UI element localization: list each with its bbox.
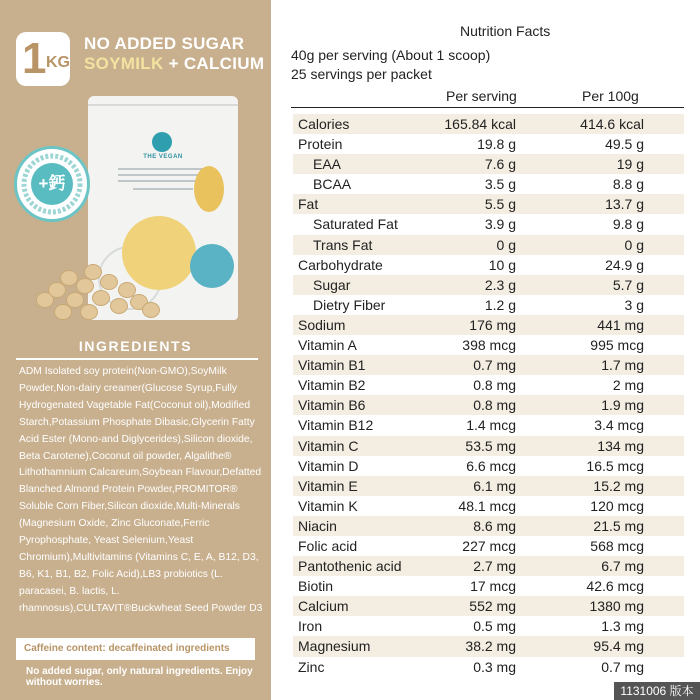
nutrition-row	[293, 616, 684, 636]
nutrition-row	[293, 134, 684, 154]
nutrient-name: Vitamin C	[298, 437, 359, 454]
per-serving-value: 17 mcg	[470, 578, 516, 595]
per-serving-value: 176 mg	[469, 316, 516, 333]
per-100g-value: 95.4 mg	[593, 638, 644, 655]
nutrient-name: Calcium	[298, 598, 349, 615]
per-serving-value: 7.6 g	[484, 156, 516, 173]
per-100g-value: 568 mcg	[590, 537, 644, 554]
nutrient-name: Trans Fat	[313, 236, 373, 253]
per-serving-value: 0 g	[496, 236, 516, 253]
caffeine-box	[16, 638, 255, 660]
per-serving-value: 2.3 g	[484, 276, 516, 293]
nutrition-row	[293, 556, 684, 576]
pouch-fine-print	[133, 188, 193, 190]
per-serving-value: 3.5 g	[484, 176, 516, 193]
nutrient-name: Niacin	[298, 517, 337, 534]
nutrient-name: Magnesium	[298, 638, 371, 655]
nutrition-row	[293, 415, 684, 435]
nutrient-name: Vitamin E	[298, 477, 358, 494]
servings-per-packet: 25 servings per packet	[291, 66, 432, 82]
product-panel	[0, 0, 271, 700]
ingredients-title: INGREDIENTS	[78, 338, 193, 354]
nutrition-row	[293, 295, 684, 315]
nutrient-name: Vitamin B1	[298, 357, 366, 374]
per-100g-value: 49.5 g	[605, 136, 644, 153]
nutrient-name: Protein	[298, 136, 343, 153]
per-100g-value: 24.9 g	[605, 256, 644, 273]
headline-line1: NO ADDED SUGAR	[84, 34, 245, 53]
nutrition-title: Nutrition Facts	[460, 23, 551, 39]
nutrition-row	[293, 114, 684, 134]
weight-unit: KG	[46, 54, 70, 71]
pouch-fine-print	[118, 168, 208, 170]
per-100g-value: 1.3 mg	[601, 618, 644, 635]
per-100g-value: 16.5 mcg	[586, 457, 644, 474]
nutrient-name: Iron	[298, 618, 323, 635]
per-100g-value: 414.6 kcal	[580, 116, 644, 132]
per-100g-value: 3 g	[624, 296, 644, 313]
version-label: 1131006 版本	[614, 682, 700, 700]
nutrient-name: Biotin	[298, 578, 334, 595]
nutrition-row	[293, 375, 684, 395]
per-100g-value: 2 mg	[612, 377, 644, 394]
per-serving-value: 6.6 mcg	[466, 457, 516, 474]
pouch-decor-circle	[194, 166, 224, 212]
nutrition-row	[293, 174, 684, 194]
per-100g-value: 5.7 g	[612, 276, 644, 293]
header-divider	[291, 107, 684, 108]
column-header-per-100g: Per 100g	[582, 88, 639, 104]
per-100g-value: 9.8 g	[612, 216, 644, 233]
per-100g-value: 42.6 mcg	[586, 578, 644, 595]
per-serving-value: 1.4 mcg	[466, 417, 516, 434]
per-serving-value: 398 mcg	[462, 337, 516, 354]
per-100g-value: 1.9 mg	[601, 397, 644, 414]
nutrition-row	[293, 275, 684, 295]
nutrition-table	[293, 114, 684, 677]
nutrition-row	[293, 214, 684, 234]
per-serving-value: 8.6 mg	[473, 517, 516, 534]
nutrition-row	[293, 456, 684, 476]
nutrient-name: Fat	[298, 196, 319, 213]
nutrient-name: Saturated Fat	[313, 216, 398, 233]
nutrient-name: Zinc	[298, 658, 325, 675]
nutrient-name: Folic acid	[298, 537, 358, 554]
weight-badge	[16, 32, 70, 86]
nutrient-name: Vitamin B2	[298, 377, 366, 394]
per-serving-value: 5.5 g	[484, 196, 516, 213]
per-100g-value: 134 mg	[597, 437, 644, 454]
headline-soymilk: SOYMILK	[84, 54, 164, 73]
per-100g-value: 0 g	[624, 236, 644, 253]
per-100g-value: 19 g	[616, 156, 644, 173]
nutrition-row	[293, 335, 684, 355]
per-serving-value: 10 g	[488, 256, 516, 273]
nutrient-name: EAA	[313, 156, 342, 173]
nutrition-row	[293, 636, 684, 656]
per-serving-value: 3.9 g	[484, 216, 516, 233]
headline-calcium: + CALCIUM	[163, 54, 265, 73]
per-serving-value: 19.8 g	[477, 136, 516, 153]
per-serving-value: 552 mg	[469, 598, 516, 615]
nutrient-name: Vitamin B6	[298, 397, 366, 414]
per-100g-value: 8.8 g	[612, 176, 644, 193]
nutrient-name: Sugar	[313, 276, 351, 293]
weight-number: 1	[22, 34, 47, 83]
per-100g-value: 995 mcg	[590, 337, 644, 354]
no-sugar-note: No added sugar, only natural ingredients. Enjoy without worries.	[26, 666, 253, 688]
nutrition-row	[293, 255, 684, 275]
nutrition-row	[293, 657, 684, 677]
nutrition-row	[293, 315, 684, 335]
per-100g-value: 1.7 mg	[601, 357, 644, 374]
nutrition-row	[293, 194, 684, 214]
per-serving-value: 2.7 mg	[473, 558, 516, 575]
seal-label: +鈣	[31, 163, 73, 205]
nutrient-name: BCAA	[313, 176, 352, 193]
nutrition-row	[293, 496, 684, 516]
serving-size: 40g per serving (About 1 scoop)	[291, 47, 491, 63]
per-serving-value: 227 mcg	[462, 537, 516, 554]
nutrition-row	[293, 436, 684, 456]
high-calcium-protein-seal	[14, 146, 90, 222]
nutrient-name: Vitamin B12	[298, 417, 374, 434]
pouch-decor-circle	[190, 244, 234, 288]
nutrition-row	[293, 516, 684, 536]
per-serving-value: 38.2 mg	[465, 638, 516, 655]
per-serving-value: 6.1 mg	[473, 477, 516, 494]
nutrient-name: Dietry Fiber	[313, 296, 386, 313]
nutrition-row	[293, 395, 684, 415]
nutrient-name: Vitamin K	[298, 497, 358, 514]
caffeine-content: Caffeine content: decaffeinated ingredients	[24, 643, 230, 654]
nutrient-name: Pantothenic acid	[298, 558, 402, 575]
nutrient-name: Sodium	[298, 316, 346, 333]
nutrition-row	[293, 235, 684, 255]
per-serving-value: 48.1 mcg	[458, 497, 516, 514]
per-serving-value: 0.8 mg	[473, 397, 516, 414]
nutrition-row	[293, 576, 684, 596]
per-100g-value: 1380 mg	[589, 598, 644, 615]
per-serving-value: 0.3 mg	[473, 658, 516, 675]
per-100g-value: 15.2 mg	[593, 477, 644, 494]
per-100g-value: 120 mcg	[590, 497, 644, 514]
pouch-fine-print	[118, 174, 208, 176]
soybeans-image	[36, 262, 166, 320]
nutrition-row	[293, 536, 684, 556]
nutrition-row	[293, 154, 684, 174]
per-100g-value: 21.5 mg	[593, 517, 644, 534]
per-serving-value: 53.5 mg	[465, 437, 516, 454]
pouch-brand: THE VEGAN	[143, 154, 183, 160]
per-100g-value: 3.4 mcg	[594, 417, 644, 434]
per-serving-value: 0.7 mg	[473, 357, 516, 374]
per-100g-value: 441 mg	[597, 316, 644, 333]
per-serving-value: 0.5 mg	[473, 618, 516, 635]
nutrition-row	[293, 596, 684, 616]
per-100g-value: 6.7 mg	[601, 558, 644, 575]
per-serving-value: 165.84 kcal	[444, 116, 516, 132]
nutrient-name: Vitamin A	[298, 337, 357, 354]
pouch-zipper	[88, 104, 238, 106]
per-serving-value: 0.8 mg	[473, 377, 516, 394]
nutrition-row	[293, 355, 684, 375]
ingredients-list: ADM Isolated soy protein(Non-GMO),SoyMilk Powder,Non-dairy creamer(Glucose Syrup,Fully Hydrogenated Vagetable Fat(Coconut oil),Modified Starch,Potassium Phosphate Dibasic,Glycerin Fatty Acid Ester (Mono-and Diglycerides),Silicon dioxide, Beta Carotene),Coconut oil powder, Algalithe® Lithothamnium Calcareum,Soybean Flavour,Defatted Blanched Almond Protein Powder,PROMITOR® Soluble Corn Fiber,Silicon dioxide,Multi-Minerals (Magnesium Oxide, Zinc Gluconate,Ferric Pyrophosphate, Yeast Selenium,Yeast Chromium),Multivitamins (Vitamins C, E, A, B12, D3, B6, K1, B1, B2, Folic Acid),LB3 probiotics (L. paracasei, B. lactis, L. rhamnosus),CULTAVIT®Buckwheat Seed Powder D3	[19, 366, 263, 614]
per-100g-value: 0.7 mg	[601, 658, 644, 675]
per-serving-value: 1.2 g	[484, 296, 516, 313]
pouch-logo-icon	[152, 132, 172, 152]
headline-line2	[84, 54, 264, 74]
nutrient-name: Carbohydrate	[298, 256, 383, 273]
column-header-per-serving: Per serving	[446, 88, 517, 104]
per-100g-value: 13.7 g	[605, 196, 644, 213]
nutrient-name: Vitamin D	[298, 457, 359, 474]
ingredients-divider	[16, 358, 258, 360]
nutrient-name: Calories	[298, 116, 350, 132]
nutrition-row	[293, 476, 684, 496]
